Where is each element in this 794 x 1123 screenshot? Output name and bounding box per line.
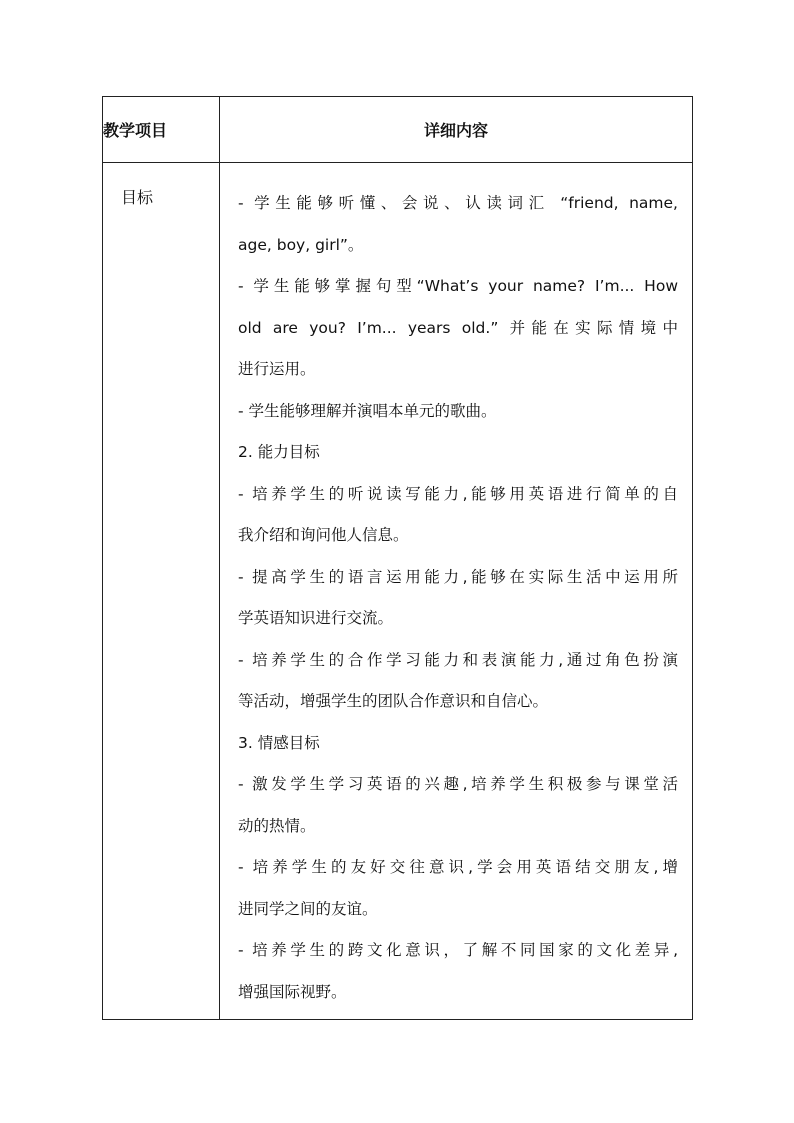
detail-line: - 提高学生的语言运用能力,能够在实际生活中运用所 xyxy=(238,567,678,586)
detail-line: 增强国际视野。 xyxy=(238,982,347,1001)
detail-lines xyxy=(238,183,678,1013)
detail-line: - 培养学生的合作学习能力和表演能力,通过角色扮演 xyxy=(238,650,678,669)
table-header-row xyxy=(103,97,693,163)
detail-line: 等活动，增强学生的团队合作意识和自信心。 xyxy=(238,692,549,710)
detail-line: 进同学之间的友谊。 xyxy=(238,899,378,918)
detail-line: 进行运用。 xyxy=(238,360,316,378)
detail-line: - 学生能够掌握句型“What’s your name? I’m... How xyxy=(238,277,678,295)
detail-line: - 培养学生的听说读写能力,能够用英语进行简单的自 xyxy=(238,484,678,503)
detail-line: 动的热情。 xyxy=(238,816,316,835)
header-detail-content: 详细内容 xyxy=(220,97,693,163)
detail-line: - 学生能够理解并演唱本单元的歌曲。 xyxy=(238,401,497,420)
detail-line: 2. 能力目标 xyxy=(238,443,320,461)
detail-line: 学英语知识进行交流。 xyxy=(238,609,394,627)
detail-line: old are you? I’m... years old.” 并能在实际情境中 xyxy=(238,318,678,337)
detail-line: age, boy, girl”。 xyxy=(238,235,364,254)
detail-line: - 培养学生的友好交往意识,学会用英语结交朋友,增 xyxy=(238,858,678,876)
detail-line: - 培养学生的跨文化意识，了解不同国家的文化差异, xyxy=(238,941,678,959)
table-row xyxy=(103,163,693,1020)
detail-line: - 激发学生学习英语的兴趣,培养学生积极参与课堂活 xyxy=(238,775,678,793)
objectives-detail-cell xyxy=(220,163,693,1020)
header-teaching-item: 教学项目 xyxy=(103,97,220,163)
detail-line: 我介绍和询问他人信息。 xyxy=(238,526,409,544)
detail-line: 3. 情感目标 xyxy=(238,733,320,752)
detail-line: - 学生能够听懂、会说、认读词汇 “friend, name, xyxy=(238,194,678,212)
row-label-objectives: 目标 xyxy=(103,163,220,1020)
lesson-plan-table xyxy=(102,96,693,1020)
